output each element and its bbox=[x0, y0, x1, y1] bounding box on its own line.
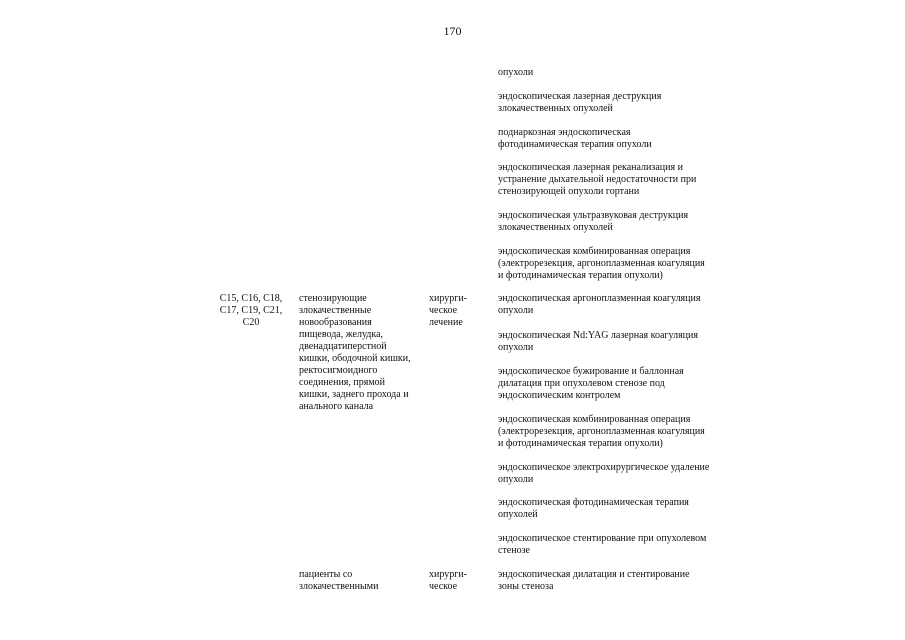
treatment-entry: эндоскопическая лазерная деструкция злокачественных опухолей bbox=[498, 91, 662, 114]
treatment-entry: эндоскопическая Nd:YAG лазерная коагуляция опухоли bbox=[498, 330, 698, 353]
treatment-entry: эндоскопическое стентирование при опухолевом стенозе bbox=[498, 533, 707, 556]
treatment-type: хирурги- ческое bbox=[429, 569, 468, 592]
treatment-entry: эндоскопическая комбинированная операция (электрорезекция, аргоноплазменная коагуляция и фотодинамическая терапия опухоли) bbox=[498, 414, 705, 449]
treatment-entry: эндоскопическая лазерная реканализация и устранение дыхательной недостаточности при стенозирующей опухоли гортани bbox=[498, 162, 697, 197]
disease-description: стенозирующие злокачественные новообразования пищевода, желудка, двенадцатиперстной кишки, ободочной кишки, ректосигмоидного соединения, прямой кишки, заднего прохода и анального канала bbox=[299, 293, 411, 412]
icd-codes: C15, C16, C18, C17, C19, C21, C20 bbox=[219, 293, 283, 328]
treatment-entry: эндоскопическое электрохирургическое удаление опухоли bbox=[498, 462, 710, 485]
treatment-entry: эндоскопическая аргоноплазменная коагуляция опухоли bbox=[498, 293, 701, 316]
treatment-entry: эндоскопическая комбинированная операция (электрорезекция, аргоноплазменная коагуляция и фотодинамическая терапия опухоли) bbox=[498, 246, 705, 281]
treatment-entry: эндоскопическая дилатация и стентирование зоны стеноза bbox=[498, 569, 690, 592]
treatment-entry: эндоскопическая фотодинамическая терапия опухолей bbox=[498, 497, 689, 520]
page-number: 170 bbox=[443, 24, 462, 38]
treatment-entry: поднаркозная эндоскопическая фотодинамическая терапия опухоли bbox=[498, 127, 652, 150]
disease-description: пациенты со злокачественными bbox=[299, 569, 379, 592]
treatment-entry: эндоскопическое бужирование и баллонная дилатация при опухолевом стенозе под эндоскопическим контролем bbox=[498, 366, 684, 401]
treatment-entry: опухоли bbox=[498, 67, 534, 78]
treatment-type: хирурги- ческое лечение bbox=[429, 293, 468, 328]
treatment-entry: эндоскопическая ультразвуковая деструкция злокачественных опухолей bbox=[498, 210, 689, 233]
